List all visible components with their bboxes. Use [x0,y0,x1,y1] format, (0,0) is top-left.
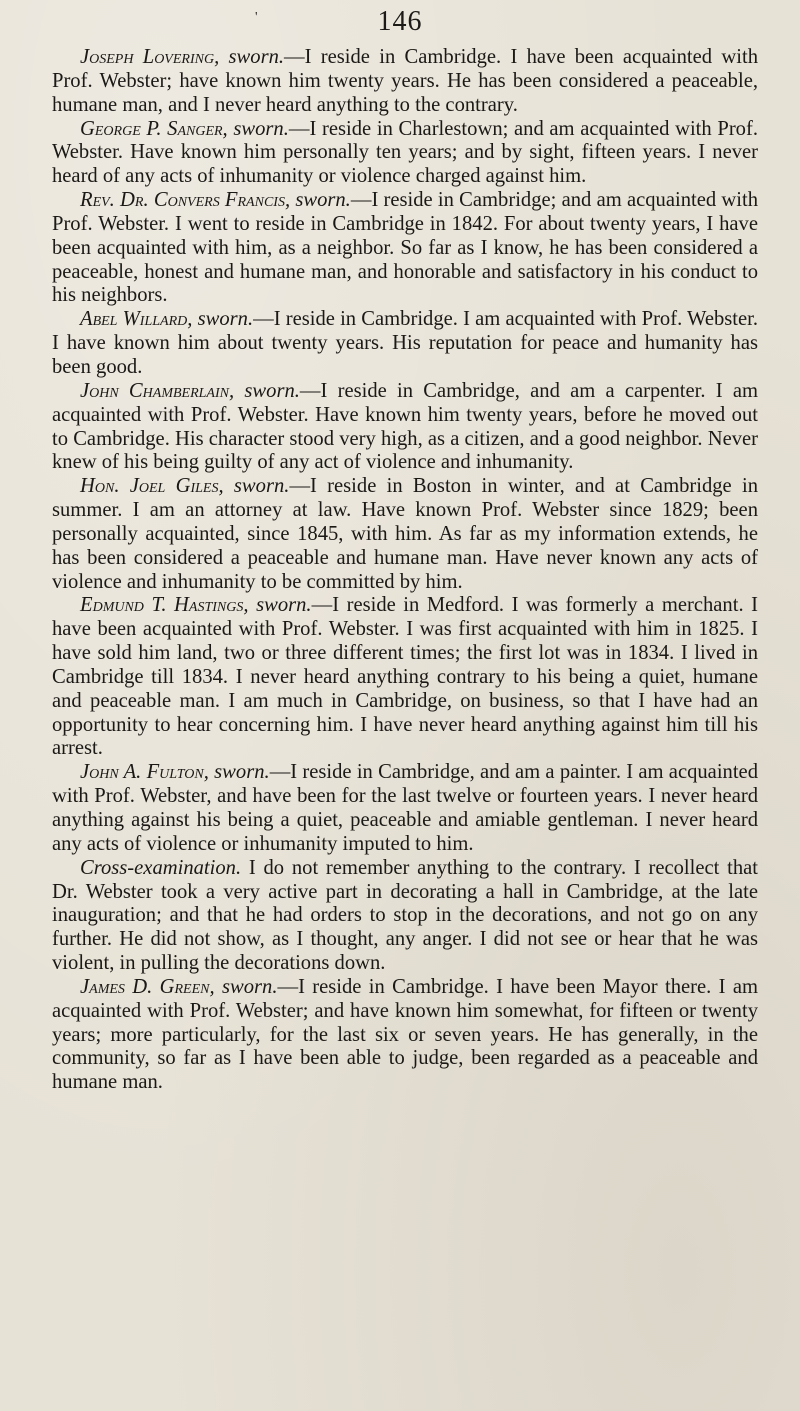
testimony-body: —I reside in Boston in winter, and at Cambridge in summer. I am an attorney at law. Have known Prof. Webster since 1829; been personally acquainted, since 1845, with him. As far as my information extends, he has been considered a peaceable and humane man. Have never known any acts of violence and inhumanity to be committed by him. [52,475,758,593]
witness-name: Rev. Dr. Convers Francis, [80,189,291,212]
sworn-label: sworn. [233,475,290,498]
witness-name: George P. Sanger, [80,117,228,140]
sworn-label: sworn. [214,761,270,784]
testimony-body: —I reside in Cambridge. I have been acquainted with Prof. Webster; have known him twenty years. He has been considered a peaceable, humane man, and I never heard anything to the contrary. [52,46,758,116]
testimony-body: —I reside in Cambridge. I am acquainted with Prof. Webster. I have known him about twenty years. His reputation for peace and humanity has been good. [52,308,759,378]
testimony-paragraph [52,761,758,856]
cross-examination-label: Cross-examination. [80,856,242,879]
testimony-paragraph [52,594,758,761]
witness-name: Hon. Joel Giles, [80,475,224,498]
testimony-body: —I reside in Charlestown; and am acquainted with Prof. Webster. Have known him personally ten years; and by sight, fifteen years. I never heard of any acts of inhumanity or violence charged against him. [52,117,758,188]
testimony-paragraph [52,380,758,475]
witness-name: Joseph Lovering, [80,46,220,68]
testimony-body: —I reside in Cambridge, and am a painter. I am acquainted with Prof. Webster, and have been for the last twelve or fourteen years. I never heard anything against his being a quiet, peaceable and amiable gentleman. I never heard any acts of violence or inhumanity imputed to him. [52,761,758,855]
witness-name: James D. Green, [80,975,215,998]
testimony-text [52,46,758,1095]
witness-name: Edmund T. Hastings, [80,594,249,617]
sworn-label: sworn. [233,117,289,140]
testimony-paragraph [52,475,758,594]
testimony-body: —I reside in Cambridge, and am a carpenter. I am acquainted with Prof. Webster. Have known him twenty years, before he moved out to Cambridge. His character stood very high, as a citizen, and a good neighbor. Never knew of his being guilty of any act of violence and inhumanity. [52,379,758,474]
witness-name: John Chamberlain, [80,379,235,402]
witness-name: John A. Fulton, [80,761,209,784]
testimony-body: —I reside in Cambridge. I have been Mayor there. I am acquainted with Prof. Webster; and have known him somewhat, for fifteen or twenty years; more particularly, for the last six or seven years. He has generally, in the community, so far as I have been able to judge, been regarded as a peaceable and humane man. [52,975,758,1094]
sworn-label: sworn. [256,594,312,617]
stray-mark: ' [255,10,258,25]
sworn-label: sworn. [228,46,285,68]
sworn-label: sworn. [244,379,300,402]
testimony-paragraph [52,46,758,118]
page-number: 146 [377,6,423,37]
testimony-body: —I reside in Medford. I was formerly a merchant. I have been acquainted with Prof. Webster. I was first acquainted with him in 1825. I have sold him land, two or three different times; the first lot was in 1834. I lived in Cambridge till 1834. I never heard anything contrary to his being a quiet, humane and peaceable man. I am much in Cambridge, on business, so that I have had an opportunity to hear concerning him. I have never heard anything against him till his arrest. [52,594,758,760]
testimony-paragraph [52,976,758,1095]
witness-name: Abel Willard, [80,308,193,331]
testimony-body: I do not remember anything to the contrary. I recollect that Dr. Webster took a very active part in decorating a hall in Cambridge, at the late inauguration; and that he had orders to stop in the decorations, and not go on any further. He did not show, as I thought, any anger. I did not see or hear that he was violent, in pulling the decorations down. [52,856,758,975]
testimony-body: —I reside in Cambridge; and am acquainted with Prof. Webster. I went to reside in Cambridge in 1842. For about twenty years, I have been acquainted with him, as a neighbor. So far as I know, he has been considered a peaceable, honest and humane man, and honorable and satisfactory in his conduct to his neighbors. [52,189,758,307]
sworn-label: sworn. [295,189,351,212]
testimony-paragraph [52,308,758,380]
testimony-paragraph [52,118,758,190]
testimony-paragraph [52,189,758,308]
sworn-label: sworn. [197,308,254,331]
cross-examination-paragraph [52,857,758,976]
sworn-label: sworn. [221,975,278,998]
